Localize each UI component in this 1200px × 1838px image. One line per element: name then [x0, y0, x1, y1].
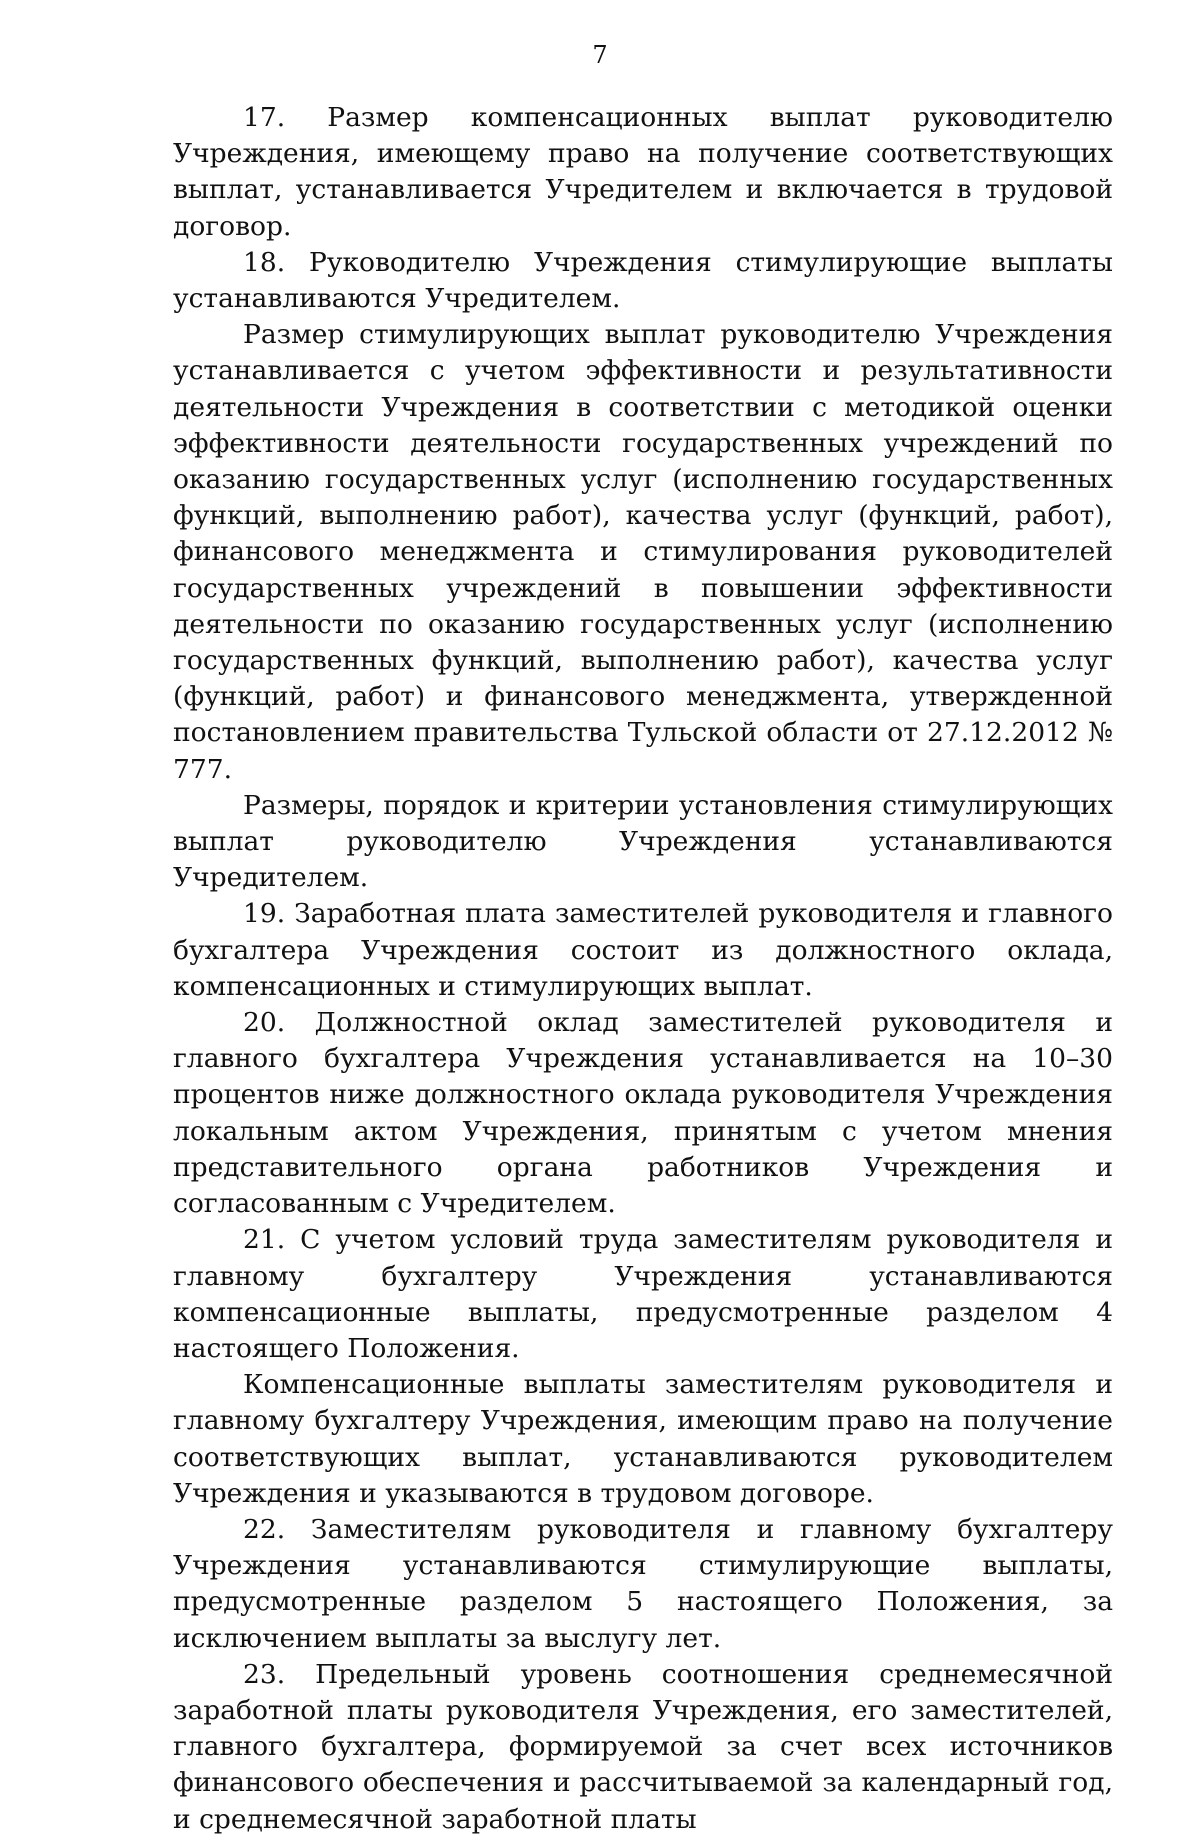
- paragraph-18-criteria: Размеры, порядок и критерии установления стимулирующих выплат руководителю Учреждения устанавливаются Учредителем.: [173, 789, 1113, 894]
- paragraph-21-compensation: Компенсационные выплаты заместителям руководителя и главному бухгалтеру Учреждения, имеющим право на получение соответствующих выплат, устанавливаются руководителем Учреждения и указываются в трудовом договоре.: [173, 1369, 1113, 1509]
- page-number: 7: [592, 41, 608, 69]
- paragraph-18: 18. Руководителю Учреждения стимулирующие выплаты устанавливаются Учредителем.: [173, 246, 1113, 315]
- paragraph-19: 19. Заработная плата заместителей руководителя и главного бухгалтера Учреждения состоит из должностного оклада, компенсационных и стимулирующих выплат.: [173, 898, 1113, 1002]
- paragraph-22: 22. Заместителям руководителя и главному бухгалтеру Учреждения устанавливаются стимулирующие выплаты, предусмотренные разделом 5 настоящего Положения, за исключением выплаты за выслугу лет.: [173, 1513, 1113, 1654]
- paragraph-17: 17. Размер компенсационных выплат руководителю Учреждения, имеющему право на получение соответствующих выплат, устанавливается Учредителем и включается в трудовой договор.: [173, 102, 1113, 242]
- paragraph-23: 23. Предельный уровень соотношения среднемесячной заработной платы руководителя Учреждения, его заместителей, главного бухгалтера, формируемой за счет всех источников финансового обеспечения и рассчитываемой за календарный год, и среднемесячной заработной платы: [173, 1658, 1113, 1835]
- paragraph-18-stimulus-size: Размер стимулирующих выплат руководителю Учреждения устанавливается с учетом эффективности и результативности деятельности Учреждения в соответствии с методикой оценки эффективности деятельности государственных учреждений по оказанию государственных услуг (исполнению государственных функций, выполнению работ), качества услуг (функций, работ), финансового менеджмента и стимулирования руководителей государственных учреждений в повышении эффективности деятельности по оказанию государственных услуг (исполнению государственных функций, выполнению работ), качества услуг (функций, работ) и финансового менеджмента, утвержденной постановлением правительства Тульской области от 27.12.2012 № 777.: [173, 319, 1113, 785]
- paragraph-21: 21. С учетом условий труда заместителям руководителя и главному бухгалтеру Учреждения устанавливаются компенсационные выплаты, предусмотренные разделом 4 настоящего Положения.: [173, 1224, 1113, 1364]
- document-body: [173, 100, 1113, 1838]
- paragraph-20: 20. Должностной оклад заместителей руководителя и главного бухгалтера Учреждения устанавливается на 10–30 процентов ниже должностного оклада руководителя Учреждения локальным актом Учреждения, принятым с учетом мнения представительного органа работников Учреждения и согласованным с Учредителем.: [173, 1007, 1113, 1220]
